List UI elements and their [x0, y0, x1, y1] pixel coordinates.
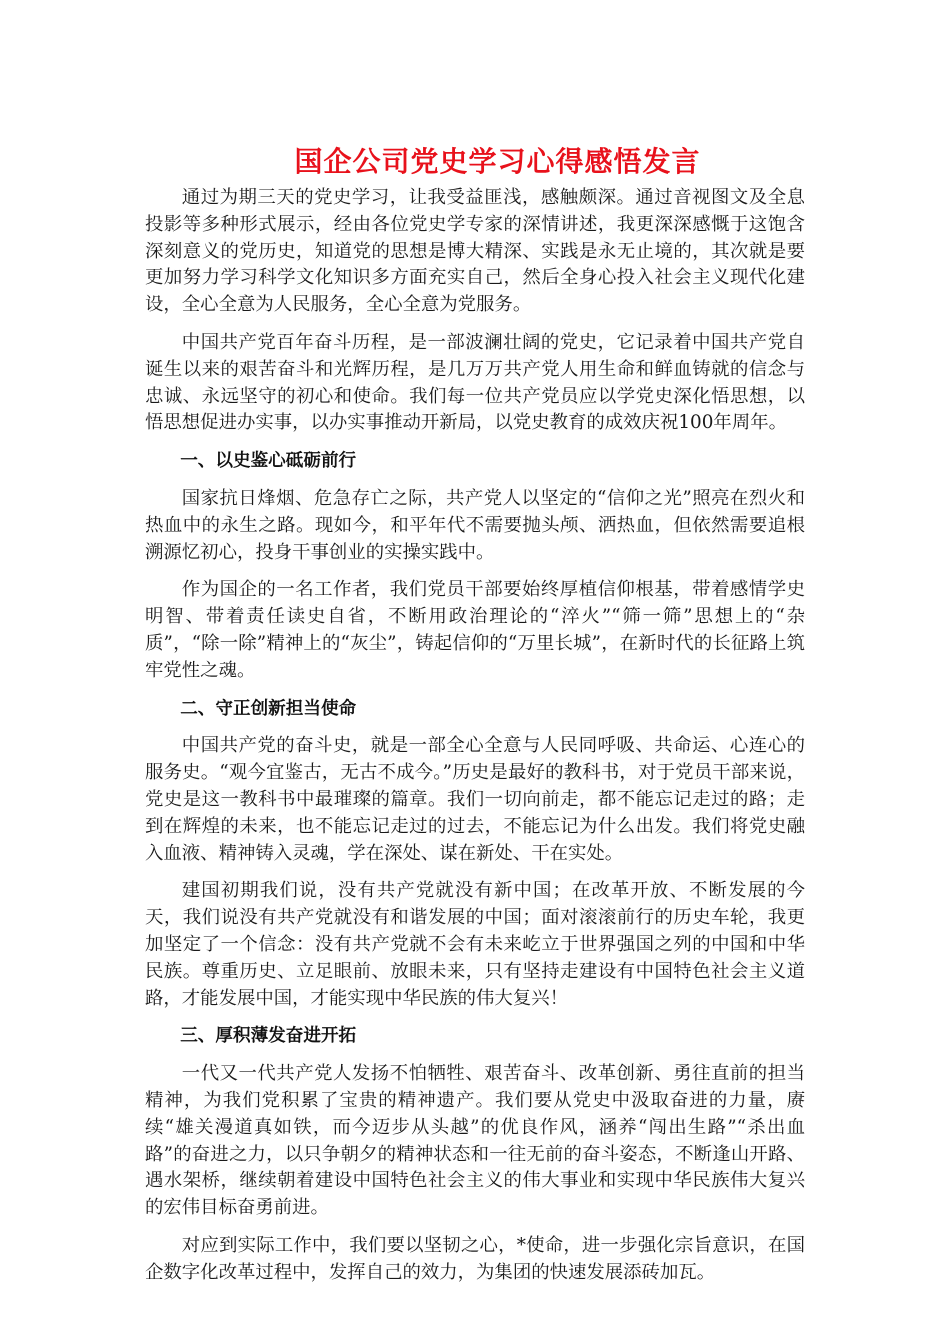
- section-1-paragraph-1: 国家抗日烽烟、危急存亡之际，共产党人以坚定的“信仰之光”照亮在烈火和热血中的永生之路。现如今，和平年代不需要抛头颅、洒热血，但依然需要追根溯源忆初心，投身干事创业的实操实践中。: [145, 487, 805, 563]
- section-3-paragraph-2: 对应到实际工作中，我们要以坚韧之心，*使命，进一步强化宗旨意识，在国企数字化改革过程中，发挥自己的效力，为集团的快速发展添砖加瓦。: [145, 1234, 805, 1283]
- section-2-heading: 二、守正创新担当使命: [180, 698, 357, 719]
- section-2-paragraph-1: 中国共产党的奋斗史，就是一部全心全意与人民同呼吸、共命运、心连心的服务史。“观今宜鉴古，无古不成今。”历史是最好的教科书，对于党员干部来说，党史是这一教科书中最璀璨的篇章。我们一切向前走，都不能忘记走过的路；走到在辉煌的未来，也不能忘记走过的过去，不能忘记为什么出发。我们将党史融入血液、精神铸入灵魂，学在深处、谋在新处、干在实处。: [145, 735, 805, 864]
- section-3-heading: 三、厚积薄发奋进开拓: [180, 1026, 357, 1047]
- intro-paragraph-2: 中国共产党百年奋斗历程，是一部波澜壮阔的党史，它记录着中国共产党自诞生以来的艰苦奋斗和光辉历程，是几万万共产党人用生命和鲜血铸就的信念与忠诚、永远坚守的初心和使命。我们每一位共产党员应以学党史深化悟思想，以悟思想促进办实事，以办实事推动开新局，以党史教育的成效庆祝100年周年。: [145, 331, 805, 434]
- section-3-paragraph-1: 一代又一代共产党人发扬不怕牺牲、艰苦奋斗、改革创新、勇往直前的担当精神，为我们党积累了宝贵的精神遗产。我们要从党史中汲取奋进的力量，赓续“雄关漫道真如铁，而今迈步从头越”的优良作风，涵养“闯出生路”“杀出血路”的奋进之力，以只争朝夕的精神状态和一往无前的奋斗姿态，不断逢山开路、遇水架桥，继续朝着建设中国特色社会主义的伟大事业和实现中华民族伟大复兴的宏伟目标奋勇前进。: [145, 1063, 805, 1219]
- intro-paragraph-1: 通过为期三天的党史学习，让我受益匪浅，感触颇深。通过音视图文及全息投影等多种形式展示，经由各位党史学专家的深情讲述，我更深深感慨于这饱含深刻意义的党历史，知道党的思想是博大精深、实践是永无止境的，其次就是要更加努力学习科学文化知识多方面充实自己，然后全身心投入社会主义现代化建设，全心全意为人民服务，全心全意为党服务。: [145, 187, 805, 316]
- section-2-paragraph-2: 建国初期我们说，没有共产党就没有新中国；在改革开放、不断发展的今天，我们说没有共产党就没有和谐发展的中国；面对滚滚前行的历史车轮，我更加坚定了一个信念：没有共产党就不会有未来屹立于世界强国之列的中国和中华民族。尊重历史、立足眼前、放眼未来，只有坚持走建设有中国特色社会主义道路，才能发展中国，才能实现中华民族的伟大复兴！: [145, 880, 805, 1009]
- document-title: 国企公司党史学习心得感悟发言: [294, 145, 701, 178]
- section-1-paragraph-2: 作为国企的一名工作者，我们党员干部要始终厚植信仰根基，带着感情学史明智、带着责任读史自省，不断用政治理论的“淬火”“筛一筛”思想上的“杂质”，“除一除”精神上的“灰尘”，铸起信仰的“万里长城”，在新时代的长征路上筑牢党性之魂。: [145, 579, 805, 681]
- document-body: [145, 185, 805, 1297]
- section-1-heading: 一、以史鉴心砥砺前行: [180, 451, 357, 472]
